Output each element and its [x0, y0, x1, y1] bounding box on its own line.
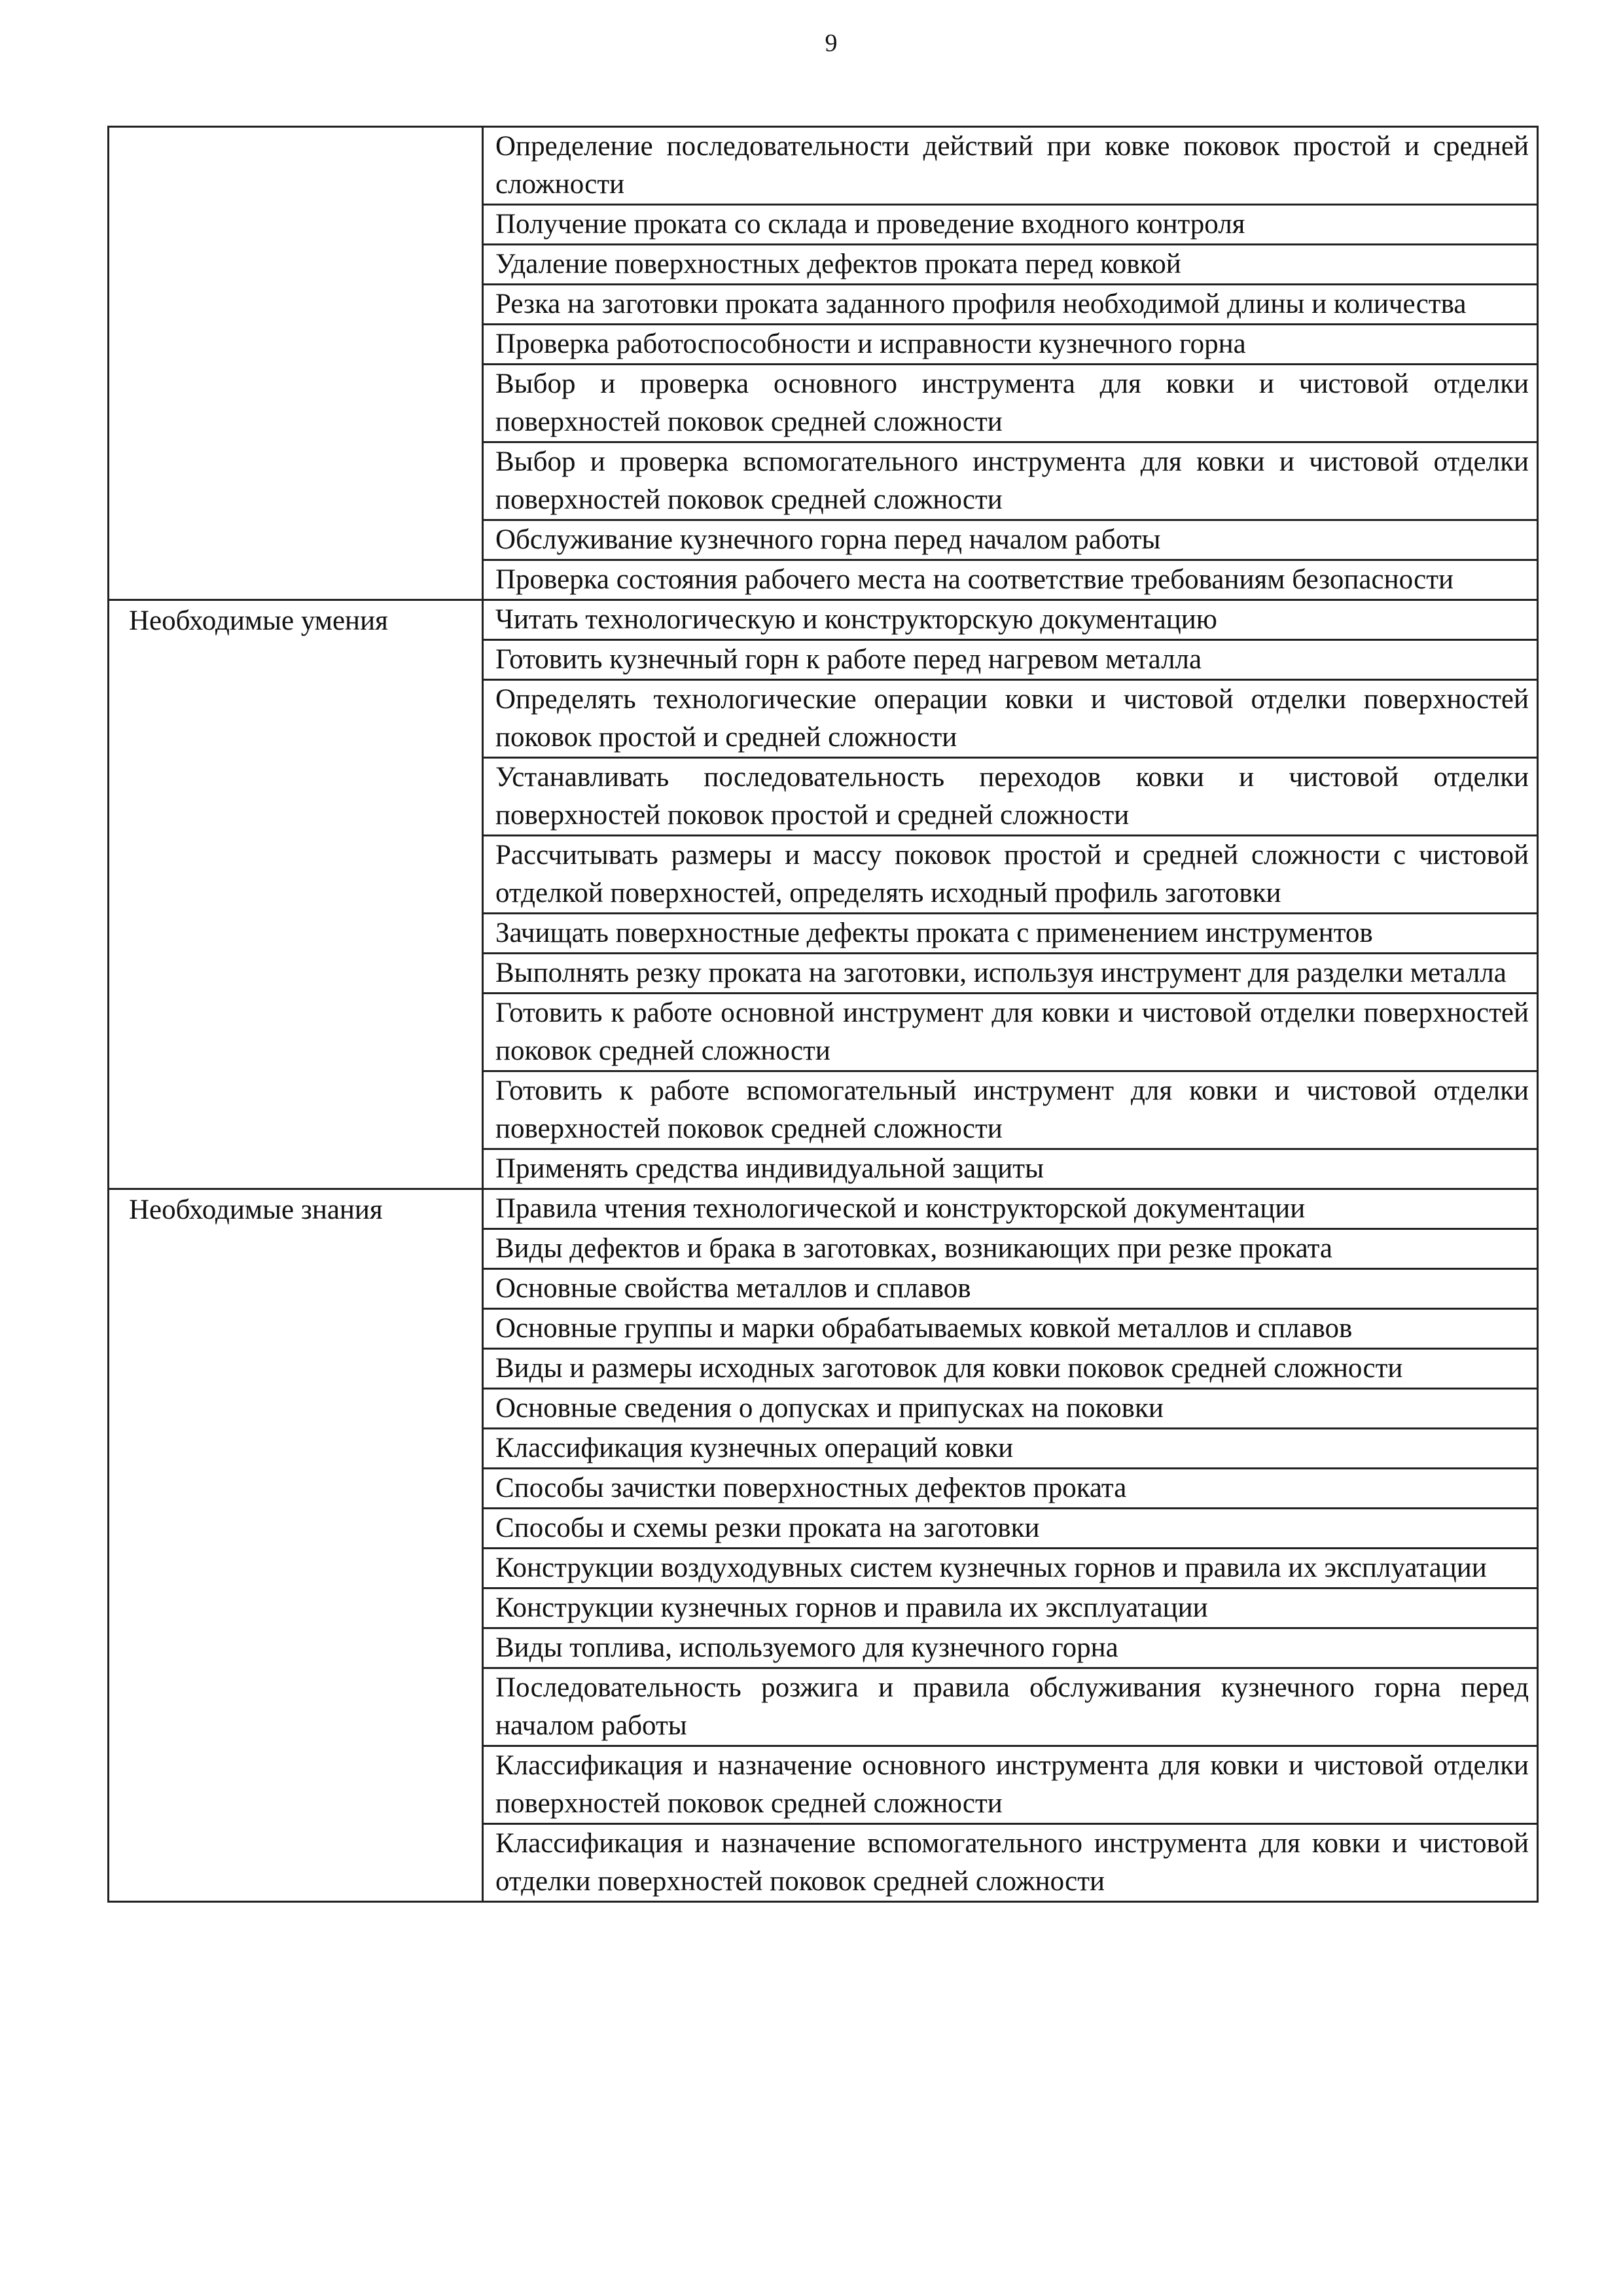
- table-cell-item: Определять технологические операции ковки и чистовой отделки поверхностей поковок простой и средней сложности: [483, 680, 1538, 758]
- section-label-skills: Необходимые умения: [109, 600, 483, 1189]
- page-number: 9: [825, 29, 838, 57]
- table-row: [109, 127, 1538, 205]
- table-cell-item: Проверка состояния рабочего места на соответствие требованиям безопасности: [483, 560, 1538, 600]
- table-cell-item: Зачищать поверхностные дефекты проката с применением инструментов: [483, 914, 1538, 954]
- section-label-actions: [109, 127, 483, 600]
- table-cell-item: Последовательность розжига и правила обслуживания кузнечного горна перед началом работы: [483, 1668, 1538, 1746]
- table-cell-item: Получение проката со склада и проведение входного контроля: [483, 205, 1538, 245]
- table-cell-item: Выбор и проверка основного инструмента для ковки и чистовой отделки поверхностей поковок средней сложности: [483, 365, 1538, 442]
- table-cell-item: Виды топлива, используемого для кузнечного горна: [483, 1628, 1538, 1668]
- table-cell-item: Классификация и назначение основного инструмента для ковки и чистовой отделки поверхностей поковок средней сложности: [483, 1746, 1538, 1824]
- table-cell-item: Конструкции кузнечных горнов и правила их эксплуатации: [483, 1588, 1538, 1628]
- table-cell-item: Готовить к работе основной инструмент для ковки и чистовой отделки поверхностей поковок средней сложности: [483, 994, 1538, 1071]
- table-cell-item: Устанавливать последовательность переходов ковки и чистовой отделки поверхностей поковок простой и средней сложности: [483, 758, 1538, 836]
- table-row: [109, 600, 1538, 640]
- section-label-knowledge: Необходимые знания: [109, 1189, 483, 1902]
- table-cell-item: Готовить к работе вспомогательный инструмент для ковки и чистовой отделки поверхностей поковок средней сложности: [483, 1071, 1538, 1149]
- table-cell-item: Виды дефектов и брака в заготовках, возникающих при резке проката: [483, 1229, 1538, 1269]
- table-cell-item: Способы зачистки поверхностных дефектов проката: [483, 1469, 1538, 1509]
- table-cell-item: Основные группы и марки обрабатываемых ковкой металлов и сплавов: [483, 1309, 1538, 1349]
- table-cell-item: Выполнять резку проката на заготовки, используя инструмент для разделки металла: [483, 954, 1538, 994]
- table-cell-item: Классификация и назначение вспомогательного инструмента для ковки и чистовой отделки поверхностей поковок средней сложности: [483, 1824, 1538, 1902]
- table-cell-item: Резка на заготовки проката заданного профиля необходимой длины и количества: [483, 285, 1538, 325]
- table-cell-item: Основные свойства металлов и сплавов: [483, 1269, 1538, 1309]
- requirements-table: [107, 126, 1539, 1903]
- table-cell-item: Применять средства индивидуальной защиты: [483, 1149, 1538, 1189]
- table-cell-item: Готовить кузнечный горн к работе перед нагревом металла: [483, 640, 1538, 680]
- table-cell-item: Определение последовательности действий при ковке поковок простой и средней сложности: [483, 127, 1538, 205]
- table-cell-item: Читать технологическую и конструкторскую документацию: [483, 600, 1538, 640]
- table-cell-item: Правила чтения технологической и конструкторской документации: [483, 1189, 1538, 1229]
- table-cell-item: Проверка работоспособности и исправности кузнечного горна: [483, 325, 1538, 365]
- table-row: [109, 1189, 1538, 1229]
- table-cell-item: Рассчитывать размеры и массу поковок простой и средней сложности с чистовой отделкой поверхностей, определять исходный профиль заготовки: [483, 836, 1538, 914]
- table-cell-item: Способы и схемы резки проката на заготовки: [483, 1509, 1538, 1549]
- table-cell-item: Удаление поверхностных дефектов проката перед ковкой: [483, 245, 1538, 285]
- table-cell-item: Основные сведения о допусках и припусках на поковки: [483, 1389, 1538, 1429]
- table-cell-item: Классификация кузнечных операций ковки: [483, 1429, 1538, 1469]
- table-cell-item: Виды и размеры исходных заготовок для ковки поковок средней сложности: [483, 1349, 1538, 1389]
- table-cell-item: Обслуживание кузнечного горна перед началом работы: [483, 520, 1538, 560]
- table-cell-item: Выбор и проверка вспомогательного инструмента для ковки и чистовой отделки поверхностей поковок средней сложности: [483, 442, 1538, 520]
- table-cell-item: Конструкции воздуходувных систем кузнечных горнов и правила их эксплуатации: [483, 1549, 1538, 1588]
